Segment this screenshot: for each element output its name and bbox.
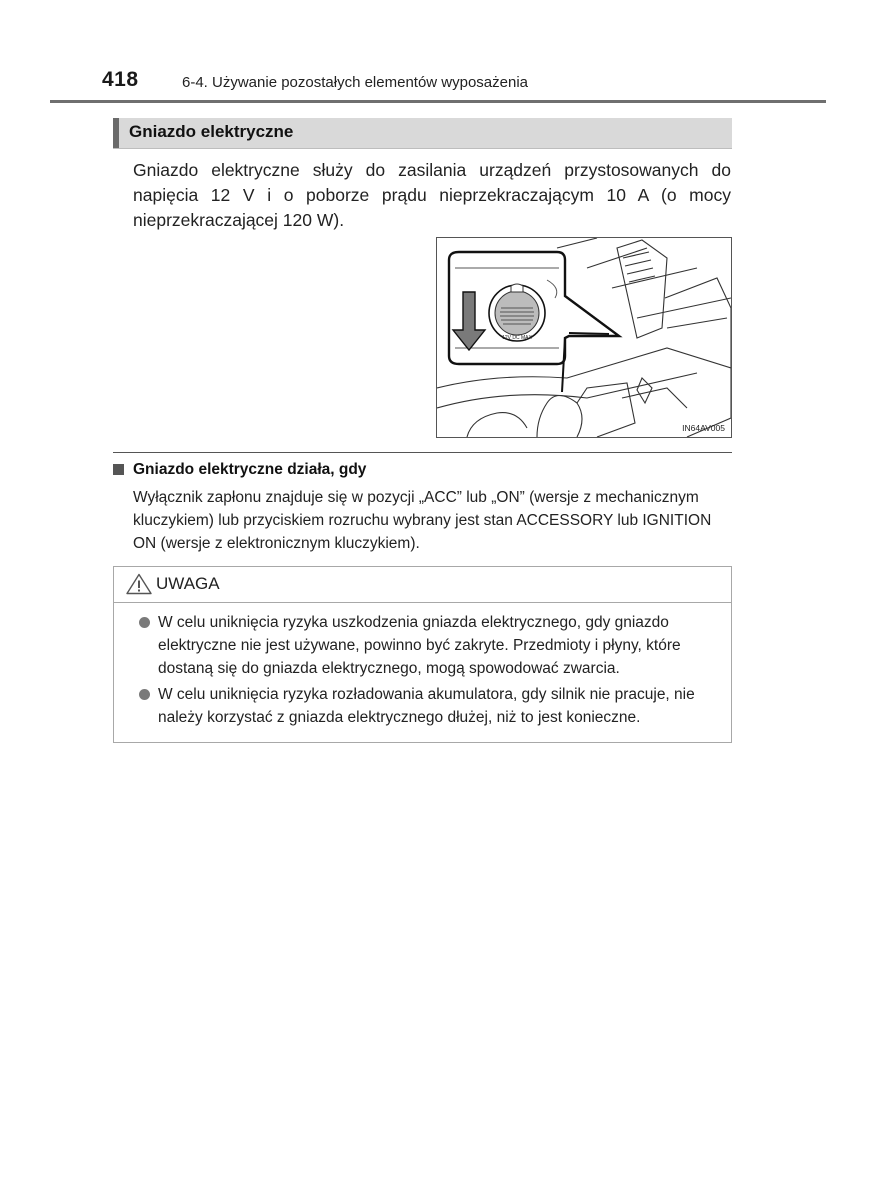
section-heading-bar bbox=[113, 118, 732, 149]
warning-header bbox=[114, 567, 731, 603]
subsection-body: Wyłącznik zapłonu znajduje się w pozycji „ACC” lub „ON” (wersje z mechanicznym kluczykiem) lub przyciskiem rozruchu wybrany jest stan ACCESSORY lub IGNITION ON (wersje z elektronicznym kluczykiem). bbox=[133, 489, 712, 552]
socket-cap-label: 12V DC MAX bbox=[502, 335, 532, 341]
subsection-divider bbox=[113, 452, 732, 453]
section-title: Gniazdo elektryczne bbox=[129, 122, 294, 141]
warning-triangle-icon bbox=[126, 573, 152, 595]
chapter-title: 6-4. Używanie pozostałych elementów wyposażenia bbox=[182, 74, 529, 91]
warning-item bbox=[114, 611, 731, 680]
section-marker bbox=[113, 118, 119, 148]
warning-item-text: W celu uniknięcia ryzyka uszkodzenia gniazda elektrycznego, gdy gniazdo elektryczne nie jest używane, powinno być zakryte. Przedmioty i płyny, które dostaną się do gniazda elektrycznego, mogą spowodować zwarcia. bbox=[158, 614, 681, 677]
warning-item-text: W celu uniknięcia ryzyka rozładowania akumulatora, gdy silnik nie pracuje, nie należy korzystać z gniazda elektrycznego dłużej, niż to jest konieczne. bbox=[158, 686, 695, 726]
page-header bbox=[50, 68, 826, 104]
warning-box bbox=[113, 566, 732, 743]
power-outlet-illustration bbox=[436, 237, 732, 438]
subsection-heading bbox=[113, 461, 732, 481]
header-divider bbox=[50, 100, 826, 103]
figure-code: IN64AV005 bbox=[682, 423, 725, 433]
warning-title: UWAGA bbox=[156, 574, 220, 593]
page-number: 418 bbox=[102, 68, 139, 91]
warning-list bbox=[114, 611, 731, 732]
bullet-icon bbox=[139, 617, 150, 628]
warning-item bbox=[114, 683, 731, 729]
intro-paragraph: Gniazdo elektryczne służy do zasilania urządzeń przystosowanych do napięcia 12 V i o poborze prądu nieprzekraczającym 10 A (o mocy nieprzekraczającej 120 W). bbox=[133, 160, 731, 230]
bullet-icon bbox=[139, 689, 150, 700]
console-drawing bbox=[437, 238, 731, 437]
square-bullet-icon bbox=[113, 464, 124, 475]
subsection-title: Gniazdo elektryczne działa, gdy bbox=[133, 461, 367, 478]
